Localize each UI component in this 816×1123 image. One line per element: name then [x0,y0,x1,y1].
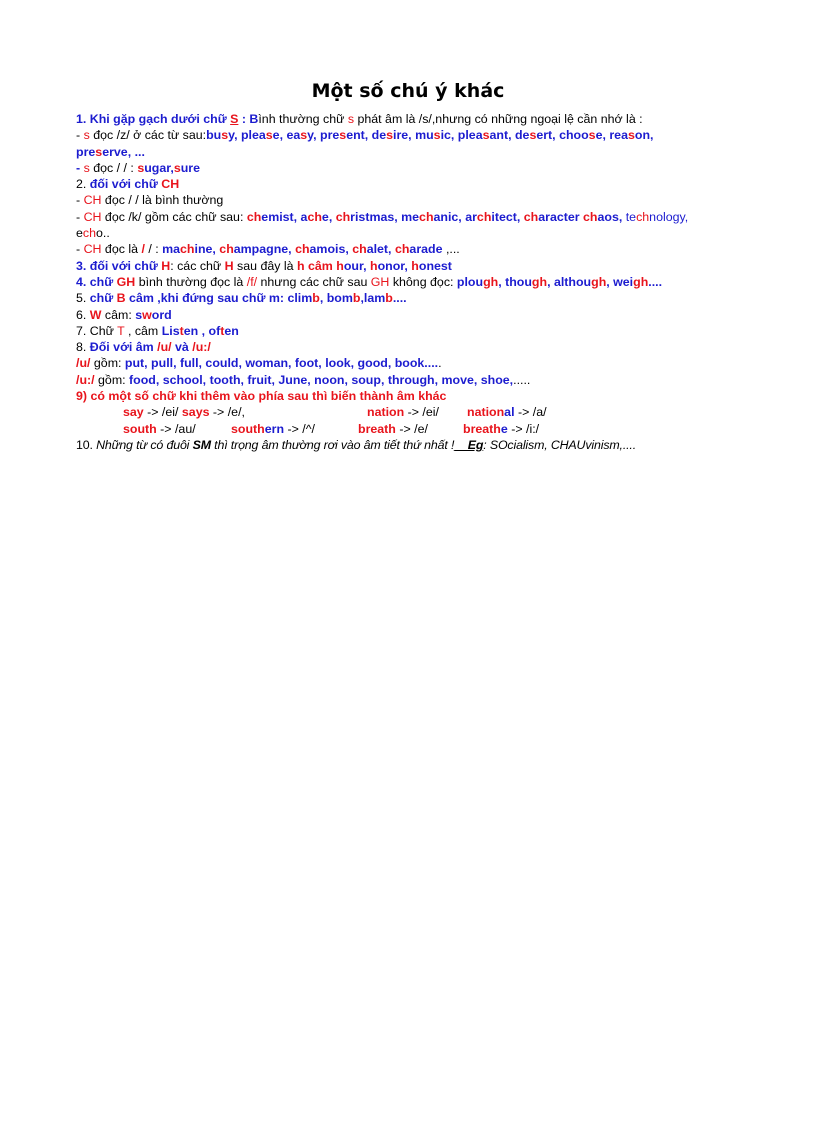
text-run: ..... [513,372,531,387]
text-run: /u/ [157,340,172,355]
text-run: e, rea [595,128,628,143]
text-run: s [482,128,490,143]
text-run: s [83,128,90,143]
text-run: 7. Chữ [76,323,118,338]
text-run: .... [648,274,663,289]
text-run: ch [583,209,598,224]
text-run: south [231,421,265,436]
text-run: GH [370,274,390,289]
text-run: CH [83,242,102,257]
text-run: onor, [377,258,412,273]
note-line [76,437,748,453]
notes-body [76,111,748,453]
text-run: đọc / / là bình thường [101,193,224,208]
text-run: ristmas, me [350,209,420,224]
text-run: b [352,291,361,306]
text-run: 5. [76,291,90,306]
word-pair [123,421,196,437]
text-run: sau đây là [233,258,297,273]
text-run: ,lam [360,291,386,306]
text-run: - [76,209,84,224]
text-run: gh [483,274,499,289]
text-run: gh [531,274,548,289]
text-run: ch [246,209,262,224]
text-run: erve, ... [102,144,145,159]
text-run: w [142,307,152,322]
text-run: T [117,323,125,338]
text-run: aracter [538,209,584,224]
note-line [76,127,748,143]
text-run: / : [144,242,163,257]
text-run: GH [116,274,136,289]
text-run: SM [192,437,211,452]
note-line [76,323,748,339]
text-run: /f/ [246,274,258,289]
text-run: plou [456,274,484,289]
text-run: - [76,128,84,143]
text-run: our, [343,258,370,273]
note-line [76,160,748,176]
note-line [76,372,748,388]
text-run: -> /ei/ [143,405,182,420]
text-run: says [181,405,210,420]
text-run: ern [264,421,285,436]
text-run: 3. đối với chữ [76,258,162,273]
text-run: breath [358,421,396,436]
text-run: ch [352,242,367,257]
note-line [76,111,748,127]
text-run: không đọc: [389,274,457,289]
text-run: -> /i:/ [507,421,540,436]
text-run: , bom [319,291,353,306]
text-run: s [137,160,145,175]
text-run: ch [419,209,434,224]
note-line [76,290,748,306]
word-pair [467,404,547,420]
text-run: đối với chữ [89,177,162,192]
text-run: b [385,291,393,306]
text-run: , câm [124,323,162,338]
text-run: ch [394,242,410,257]
text-run: ch [307,209,322,224]
text-run: s [265,128,273,143]
text-run: bu [206,128,222,143]
text-run: /u/ [76,356,91,371]
text-run: W [89,307,102,322]
text-run: ord [151,307,172,322]
text-run: ch [523,209,539,224]
text-run: e [500,421,508,436]
text-run: h câm h [296,258,344,273]
text-run: food, school, tooth, fruit, June, noon, soup, through, move, shoe, [129,372,514,387]
text-run: -> /a/ [514,405,547,420]
text-run: : SOcialism, CHAUvinism,.... [483,437,637,452]
text-run: - [76,193,84,208]
note-line [76,274,748,290]
note-line [76,176,748,192]
text-run: gồm: [90,356,125,371]
text-run: s [433,128,441,143]
text-run: e, ea [272,128,301,143]
text-run: anic, ar [433,209,477,224]
note-line [76,339,748,355]
text-run: ure [180,160,201,175]
text-run: emist, a [261,209,308,224]
text-run: e, [321,209,336,224]
text-run: 2. [76,177,90,192]
text-run: đọc /z/ ở các từ sau: [89,128,207,143]
text-run: - [76,242,84,257]
note-line [76,355,748,371]
text-run: ch [335,209,351,224]
text-run: e [76,226,83,241]
word-pair [358,421,428,437]
text-run: south [123,421,157,436]
text-run: ch [180,242,195,257]
text-run: chữ [89,291,117,306]
text-run: , wei [606,274,634,289]
text-run: Lis [161,323,180,338]
text-run: /u:/ [192,340,211,355]
note-line [76,192,748,208]
text-run: s [300,128,308,143]
text-run: t [179,323,184,338]
note-line [76,258,748,274]
text-run: ampagne, [233,242,296,257]
text-run: ant, de [489,128,530,143]
text-run: 6. [76,307,90,322]
text-run: o.. [96,226,110,241]
text-run: 8. [76,340,90,355]
text-run: gh [633,274,649,289]
text-run: ma [162,242,181,257]
text-run: h [411,258,419,273]
text-run: s [588,128,596,143]
text-run: ch [82,226,96,241]
text-run: breath [463,421,501,436]
text-run: - [76,160,84,175]
text-run: : B [238,112,259,126]
text-run: ic, plea [440,128,483,143]
text-run: câm: [101,307,136,322]
text-run: al [504,405,515,420]
text-run: on, [634,128,654,143]
text-run: h [369,258,378,273]
note-line [76,388,748,404]
text-run: s [221,128,229,143]
text-run: S [230,112,239,126]
text-run: đọc / / : [89,160,138,175]
text-run: ,... [445,242,460,257]
text-run: s [173,160,181,175]
word-pair [367,404,439,420]
text-run: en [224,323,239,338]
text-run: en , of [183,323,221,338]
text-run: s [627,128,635,143]
note-line [76,209,748,225]
text-run: onest [418,258,452,273]
text-run: gồm: [94,372,130,387]
text-run: CH [161,177,180,192]
note-line [76,225,748,241]
text-run: te [625,209,637,224]
text-run: ch [636,209,650,224]
text-run: -> /e/, [209,405,245,420]
text-run: ert, choo [536,128,589,143]
text-run: arade [409,242,446,257]
text-run: Những từ có đuôi [96,437,193,452]
text-run: ent, de [346,128,387,143]
text-run: nhưng các chữ sau [257,274,371,289]
text-run: s [386,128,394,143]
text-run: t [220,323,225,338]
text-run: itect, [491,209,524,224]
word-pair [123,404,245,420]
text-run: phát âm là /s/,nhưng có những ngoại lệ cần nhớ là : [354,112,643,126]
text-run: B [116,291,126,306]
text-run: thì trọng âm thường rơi vào âm tiết thứ nhất ! [210,437,455,452]
text-run: 4. chữ [76,274,117,289]
text-run: và [171,340,193,355]
text-run: s [95,144,103,159]
text-run: y, plea [228,128,266,143]
text-run: 10. [76,437,97,452]
text-run: bình thường đọc là [135,274,247,289]
text-run: . [438,356,442,371]
text-run: 1. Khi gặp gạch dưới chữ [76,112,231,126]
text-run: amois, [309,242,353,257]
text-run: gh [591,274,607,289]
text-run: Đối với âm [89,340,158,355]
note-line [76,241,748,257]
text-run: /u:/ [76,372,95,387]
text-run: b [312,291,320,306]
text-run: nology, [649,209,689,224]
text-run: câm ,khi đứng sau chữ m: clim [125,291,313,306]
text-run: ình thường chữ [258,112,348,126]
text-run: -> /^/ [284,421,315,436]
text-run: .... [392,291,407,306]
text-run: ch [295,242,310,257]
text-run: ire, mu [393,128,434,143]
text-run: ch [476,209,492,224]
text-run: CH [83,193,102,208]
text-run: H [224,258,234,273]
text-run: -> /au/ [156,421,196,436]
word-pair [231,421,315,437]
note-line [76,307,748,323]
text-run: nation [367,405,405,420]
text-run: s [83,160,90,175]
text-run: s [529,128,537,143]
word-pair-row [76,421,748,437]
text-run: : các chữ [170,258,225,273]
text-run: đọc là [101,242,142,257]
text-run: aos, [597,209,626,224]
text-run: đọc /k/ gồm các chữ sau: [101,209,247,224]
text-run: y, pre [307,128,340,143]
text-run: H [161,258,171,273]
word-pair-row [76,404,748,420]
text-run: s [347,112,355,126]
text-run: pre [76,144,96,159]
text-run: s [339,128,347,143]
word-pair [463,421,539,437]
text-run: ugar, [144,160,174,175]
page-title: Một số chú ý khác [311,80,505,102]
text-run: / [141,242,145,257]
text-run: put, pull, full, could, woman, foot, look, good, book.... [124,356,439,371]
text-run: s [135,307,143,322]
text-run: -> /ei/ [404,405,439,420]
text-run: 9) có một số chữ khi thêm vào phía sau thì biến thành âm khác [76,389,447,404]
text-run: ine, [194,242,220,257]
text-run: , althou [547,274,592,289]
note-line [76,144,748,160]
text-run: alet, [366,242,395,257]
text-run: ch [219,242,234,257]
text-run: __Eg [454,437,484,452]
text-run: CH [83,209,102,224]
text-run: say [123,405,144,420]
text-run: nation [467,405,505,420]
text-run: , thou [498,274,532,289]
text-run: -> /e/ [395,421,428,436]
